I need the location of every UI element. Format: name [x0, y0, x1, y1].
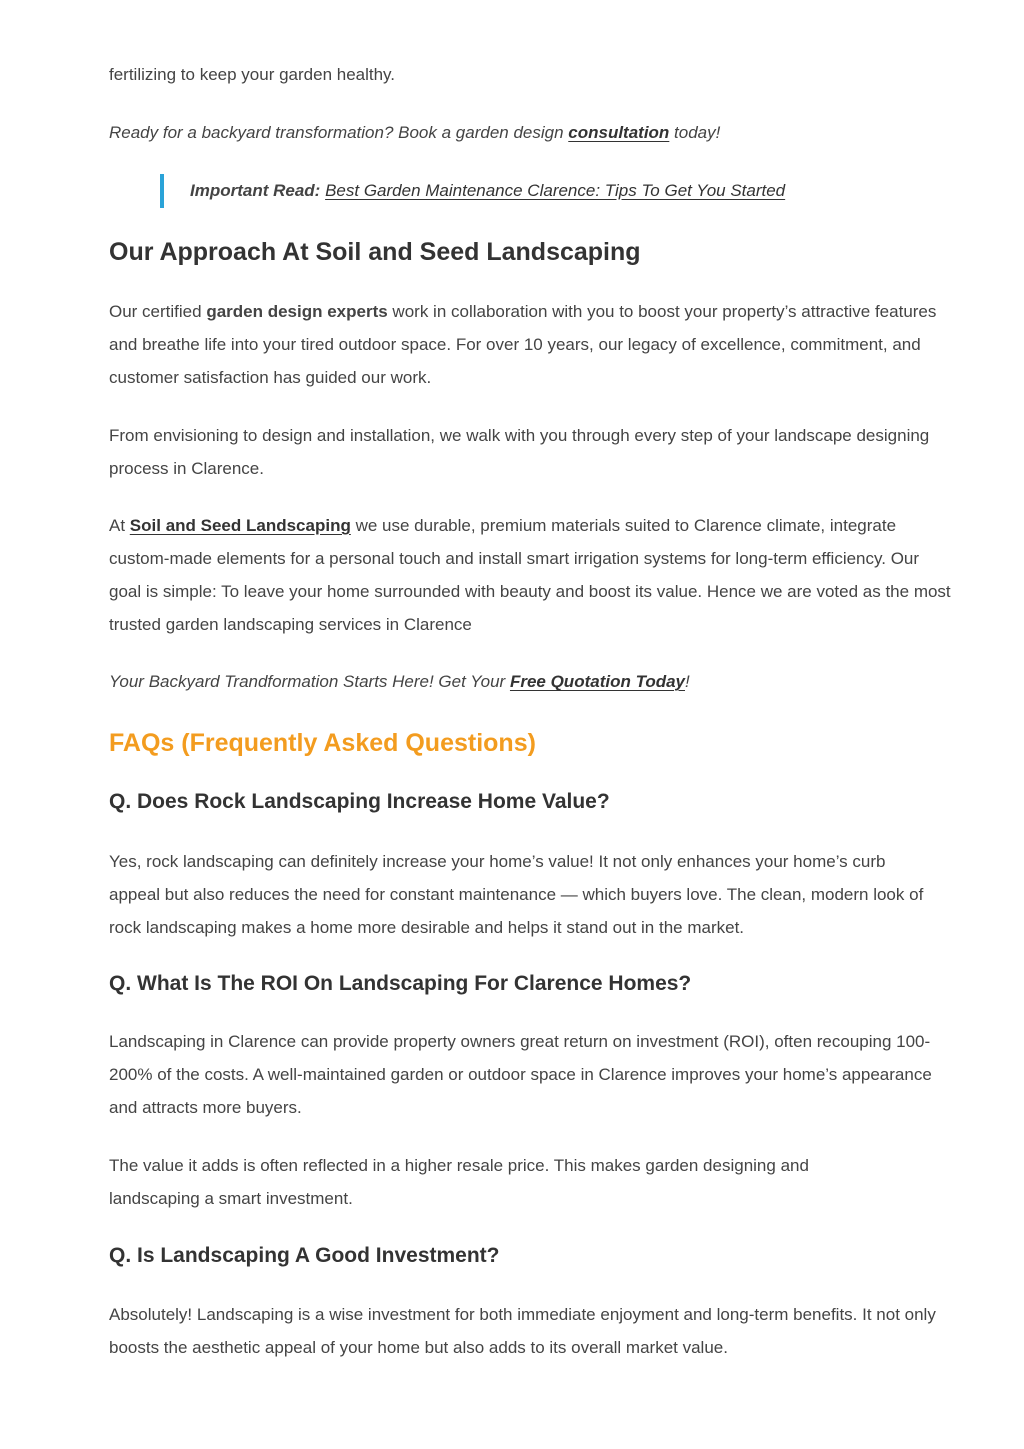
- approach-p1-pre: Our certified: [109, 302, 207, 321]
- approach-p3-pre: At: [109, 516, 130, 535]
- faq-question-1: Q. Does Rock Landscaping Increase Home Value?: [109, 790, 610, 813]
- approach-paragraph-1: [109, 295, 939, 394]
- free-quotation-link[interactable]: Free Quotation Today: [509, 672, 685, 691]
- garden-design-experts-text: garden design experts: [206, 302, 388, 321]
- faq-answer-2b: The value it adds is often reflected in a higher resale price. This makes garden designing and landscaping a smart investment.: [109, 1156, 809, 1208]
- approach-paragraph-3: [109, 509, 954, 641]
- faq-answer-3: Absolutely! Landscaping is a wise investment for both immediate enjoyment and long-term benefits. It not only boosts the aesthetic appeal of your home but also adds to its overall market value.: [109, 1305, 936, 1357]
- faq-question-2: Q. What Is The ROI On Landscaping For Clarence Homes?: [109, 972, 692, 995]
- faq-answer-2a: Landscaping in Clarence can provide property owners great return on investment (ROI), often recouping 100-200% of the costs. A well-maintained garden or outdoor space in Clarence improves your home’s appearance and attracts more buyers.: [109, 1032, 932, 1117]
- soil-and-seed-link[interactable]: Soil and Seed Landscaping: [129, 516, 351, 535]
- important-read-link[interactable]: Best Garden Maintenance Clarence: Tips To Get You Started: [325, 181, 786, 200]
- cta1-pre: Ready for a backyard transformation? Book a garden design: [109, 123, 569, 142]
- consultation-cta: [109, 116, 720, 149]
- cta1-post: today!: [669, 123, 721, 142]
- quotation-cta: [109, 665, 690, 698]
- intro-paragraph-tail: fertilizing to keep your garden healthy.: [109, 65, 396, 84]
- faq-answer-1: Yes, rock landscaping can definitely increase your home’s value! It not only enhances your home’s curb appeal but also reduces the need for constant maintenance — which buyers love. The clean, modern look of rock landscaping makes a home more desirable and helps it stand out in the market.: [109, 852, 924, 937]
- cta2-pre: Your Backyard Trandformation Starts Here! Get Your: [109, 672, 510, 691]
- important-read-callout: [160, 174, 785, 208]
- faq-question-3: Q. Is Landscaping A Good Investment?: [109, 1244, 500, 1267]
- approach-paragraph-2: From envisioning to design and installation, we walk with you through every step of your landscape designing process in Clarence.: [109, 426, 930, 478]
- approach-heading: Our Approach At Soil and Seed Landscaping: [109, 238, 641, 266]
- approach-p1-post: work in collaboration with you to boost your property’s attractive features and breathe life into your tired outdoor space. For over 10 years, our legacy of excellence, commitment, and customer satisfaction has guided our work.: [109, 302, 937, 387]
- important-read-label: Important Read:: [190, 181, 321, 200]
- approach-p3-post: we use durable, premium materials suited to Clarence climate, integrate custom-made elements for a personal touch and install smart irrigation systems for long-term efficiency. Our goal is simple: To leave your home surrounded with beauty and boost its value. Hence we are voted as the most trusted garden landscaping services in Clarence: [109, 516, 951, 634]
- cta2-post: !: [685, 672, 690, 691]
- consultation-link[interactable]: consultation: [568, 123, 670, 142]
- faq-heading: FAQs (Frequently Asked Questions): [109, 729, 536, 757]
